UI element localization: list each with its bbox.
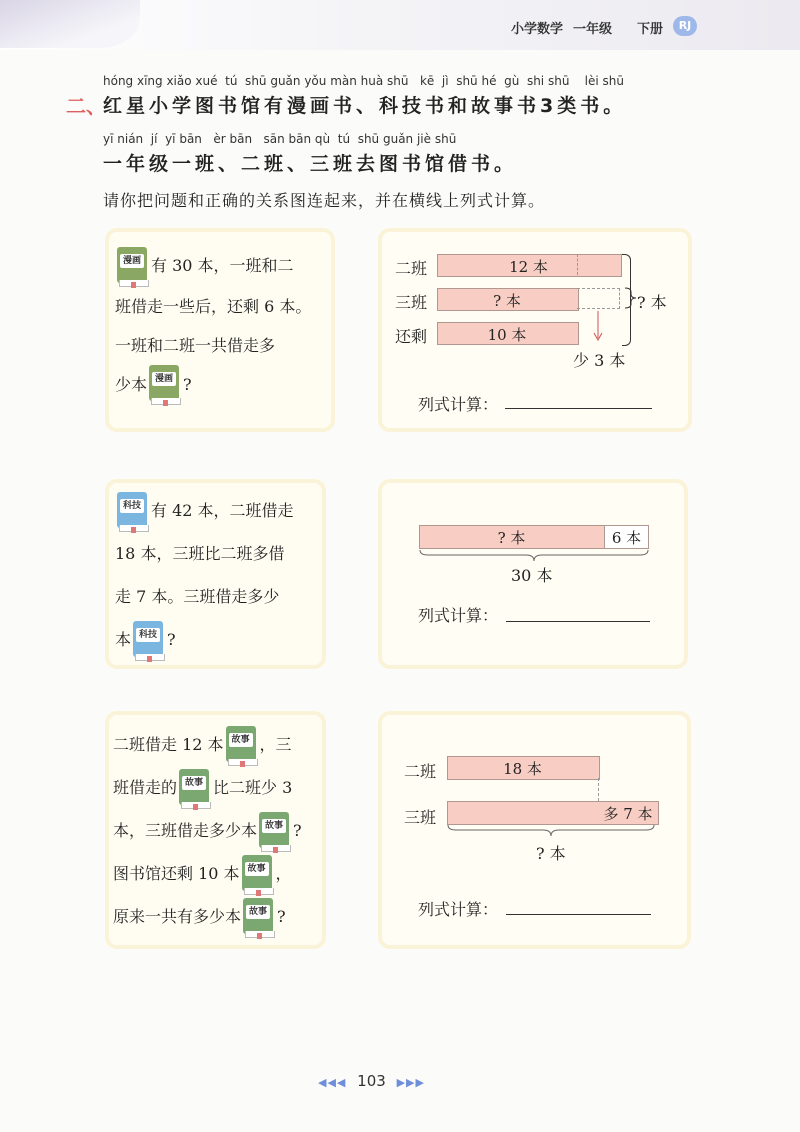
diagram-1-right-brace bbox=[622, 254, 631, 346]
science-book-icon: 科技 bbox=[117, 492, 149, 532]
header-subject: 小学数学 bbox=[511, 22, 564, 37]
problem-1-line-3: 一班和二班一共借走多 bbox=[115, 335, 276, 355]
section-title-line-2: 一年级一班、二班、三班去图书馆借书。 bbox=[103, 153, 518, 175]
story-book-icon: 故事 bbox=[179, 769, 211, 809]
diagram-1-bar-class3-label: ? 本 bbox=[493, 292, 521, 310]
problem-1-line-1: 有 30 本，一班和二 bbox=[151, 256, 294, 275]
page-number: 103 bbox=[357, 1072, 386, 1090]
page-curl-decoration bbox=[0, 0, 140, 48]
diagram-2-answer-line[interactable] bbox=[506, 621, 650, 622]
diagram-3-bar-class3-extra-label: 多 7 本 bbox=[603, 805, 653, 823]
page-header bbox=[0, 0, 800, 50]
diagram-3-bar-class2-label: 18 本 bbox=[503, 760, 542, 778]
problem-1-text: 漫画 有 30 本，一班和二 班借走一些后，还剩 6 本。 一班和二班一共借走多 少本 漫画 ? bbox=[115, 246, 330, 405]
header-grade: 一年级 bbox=[573, 22, 613, 37]
diagram-1-brace-label: ? 本 bbox=[637, 293, 667, 312]
diagram-card-2[interactable] bbox=[382, 483, 684, 665]
problem-1-line-2: 班借走一些后，还剩 6 本。 bbox=[115, 296, 312, 316]
diagram-1-bar-remaining-label: 10 本 bbox=[487, 326, 527, 344]
left-arrows-icon: ◀◀◀ bbox=[318, 1076, 347, 1089]
diagram-1-row-label: 还剩 bbox=[395, 327, 428, 346]
diagram-3-row-label: 二班 bbox=[404, 762, 437, 781]
diagram-card-3[interactable] bbox=[382, 715, 687, 945]
comic-book-icon: 漫画 bbox=[117, 247, 149, 287]
pinyin-line-2: yī nián jí yī bān èr bān sān bān qù tú shū guǎn jiè shū bbox=[103, 132, 457, 146]
page-footer bbox=[318, 1072, 425, 1090]
problem-2-line-3: 走 7 本。三班借走多少 bbox=[115, 587, 280, 606]
diagram-3-total-label: ? 本 bbox=[536, 844, 566, 863]
instruction-text: 请你把问题和正确的关系图连起来，并在横线上列式计算。 bbox=[103, 191, 546, 210]
diagram-1-less-label: 少 3 本 bbox=[573, 351, 626, 370]
diagram-1-row-label: 二班 bbox=[395, 259, 428, 278]
diagram-2-bar-unknown-label: ? 本 bbox=[497, 529, 526, 547]
pinyin-line-1: hóng xīng xiǎo xué tú shū guǎn yǒu màn huà shū kē jì shū hé gù shi shū lèi shū bbox=[103, 74, 625, 88]
diagram-3-row-label: 三班 bbox=[404, 808, 437, 827]
problem-3-line-3: 本，三班借走多少本 bbox=[113, 821, 258, 840]
problem-2-line-4: 本 bbox=[115, 630, 132, 649]
problem-card-1[interactable] bbox=[109, 232, 331, 428]
problem-3-line-2: 班借走的 bbox=[113, 778, 178, 797]
diagram-1-row-label: 三班 bbox=[395, 293, 428, 312]
diagram-2-total-label: 30 本 bbox=[511, 566, 553, 585]
problem-card-3[interactable] bbox=[109, 715, 322, 945]
problem-2-line-2: 18 本，三班比二班多借 bbox=[115, 544, 285, 563]
diagram-3-calc-label: 列式计算： bbox=[418, 900, 499, 919]
edition-badge: RJ bbox=[673, 16, 697, 36]
diagram-1-answer-line[interactable] bbox=[505, 408, 652, 409]
section-number: 二、 bbox=[66, 94, 106, 118]
story-book-icon: 故事 bbox=[259, 812, 291, 852]
diagram-1-bar-class2-label: 12 本 bbox=[509, 258, 548, 276]
problem-2-text: 科技 有 42 本，二班借走 18 本，三班比二班多借 走 7 本。三班借走多少 本 科技 ? bbox=[115, 489, 330, 661]
problem-2-line-1: 有 42 本，二班借走 bbox=[151, 501, 294, 520]
right-arrows-icon: ▶▶▶ bbox=[396, 1076, 425, 1089]
science-book-icon: 科技 bbox=[133, 621, 165, 661]
header-volume: 下册 bbox=[637, 22, 664, 37]
problem-3-line-5: 原来一共有多少本 bbox=[113, 907, 242, 926]
story-book-icon: 故事 bbox=[243, 898, 275, 938]
comic-book-icon: 漫画 bbox=[149, 365, 181, 405]
story-book-icon: 故事 bbox=[242, 855, 274, 895]
problem-3-line-4: 图书馆还剩 10 本 bbox=[113, 864, 240, 883]
diagram-2-bar-known-label: 6 本 bbox=[611, 529, 642, 547]
problem-3-text: 二班借走 12 本 故事 ，三 班借走的 故事 比二班少 3 本，三班借走多少本 故事 ? 图书馆还剩 10 本 故事 ， 原来一共有多少本 故事 ? bbox=[113, 723, 328, 938]
diagram-2-calc-label: 列式计算： bbox=[418, 606, 499, 625]
story-book-icon: 故事 bbox=[226, 726, 258, 766]
section-title-line-1: 红星小学图书馆有漫画书、科技书和故事书3类书。 bbox=[103, 95, 627, 117]
problem-3-line-1: 二班借走 12 本 bbox=[113, 735, 224, 754]
diagram-1-calc-label: 列式计算： bbox=[418, 395, 499, 414]
diagram-card-1[interactable] bbox=[382, 232, 688, 428]
problem-1-line-4: 少本 bbox=[115, 374, 148, 394]
diagram-3-answer-line[interactable] bbox=[506, 914, 651, 915]
problem-card-2[interactable] bbox=[109, 483, 322, 665]
